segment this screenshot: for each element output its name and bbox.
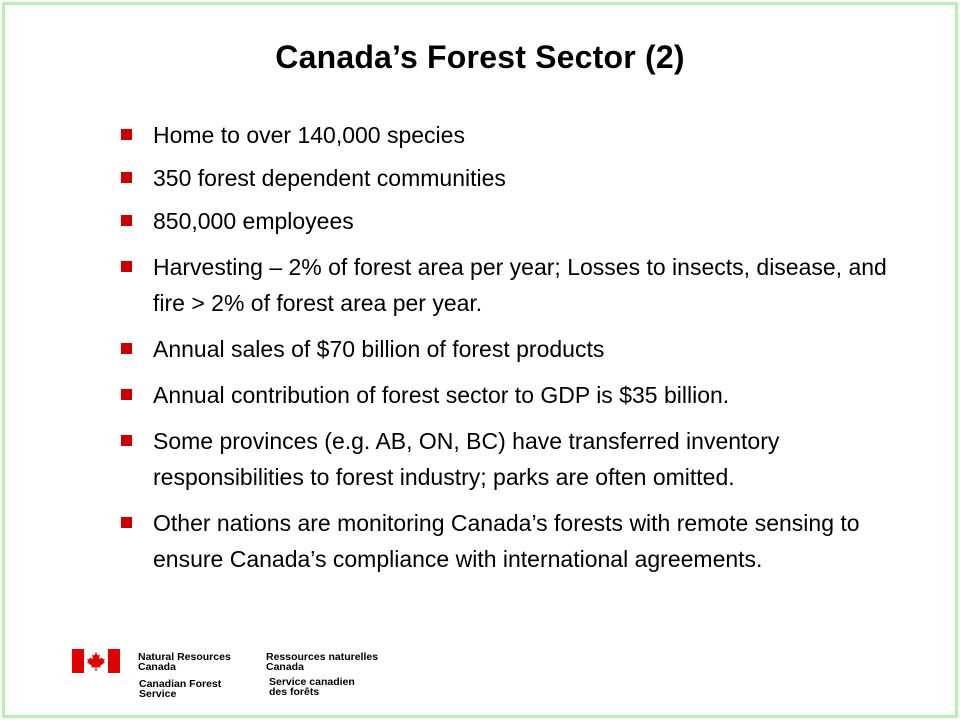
bullet-text: Annual sales of $70 billion of forest products [153,336,605,362]
bullet-item [119,160,899,196]
slide-title: Canada’s Forest Sector (2) [275,39,685,75]
square-bullet-icon [121,517,132,528]
bullet-item [119,203,899,239]
square-bullet-icon [121,215,132,226]
bullet-list [119,117,899,577]
footer-en-service-line2: Service [139,688,177,700]
square-bullet-icon [121,261,132,272]
square-bullet-icon [121,129,132,140]
bullet-item [119,117,899,153]
bullet-text: Harvesting – 2% of forest area per year; Losses to insects, disease, and fire > 2% of forest area per year. [153,254,887,316]
footer-fr-service-line1: Service canadien [269,676,355,688]
bullet-item [119,331,899,367]
footer-fr-department-line2: Canada [266,661,304,673]
footer-signature [5,645,955,715]
footer-fr-department-line1: Ressources naturelles [266,651,379,663]
square-bullet-icon [121,343,132,354]
footer-en-service-line1: Canadian Forest [139,678,222,690]
square-bullet-icon [121,172,132,183]
bullet-item [119,505,899,577]
square-bullet-icon [121,389,132,400]
bullet-text: 850,000 employees [153,208,354,234]
bullet-text: Home to over 140,000 species [153,122,465,148]
bullet-text: Annual contribution of forest sector to GDP is $35 billion. [153,382,730,408]
bullet-item [119,423,899,495]
bullet-text: Other nations are monitoring Canada’s forests with remote sensing to ensure Canada’s compliance with international agreements. [153,510,860,572]
bullet-text: 350 forest dependent communities [153,165,506,191]
bullet-item [119,377,899,413]
square-bullet-icon [121,435,132,446]
canada-flag-icon [72,649,120,673]
slide [2,2,958,718]
bullet-item [119,249,899,321]
footer-fr-service-line2: des forêts [269,686,320,698]
bullet-text: Some provinces (e.g. AB, ON, BC) have transferred inventory responsibilities to forest industry; parks are often omitted. [153,428,780,490]
footer-en-department-line1: Natural Resources [138,651,231,663]
footer-en-department-line2: Canada [138,661,176,673]
